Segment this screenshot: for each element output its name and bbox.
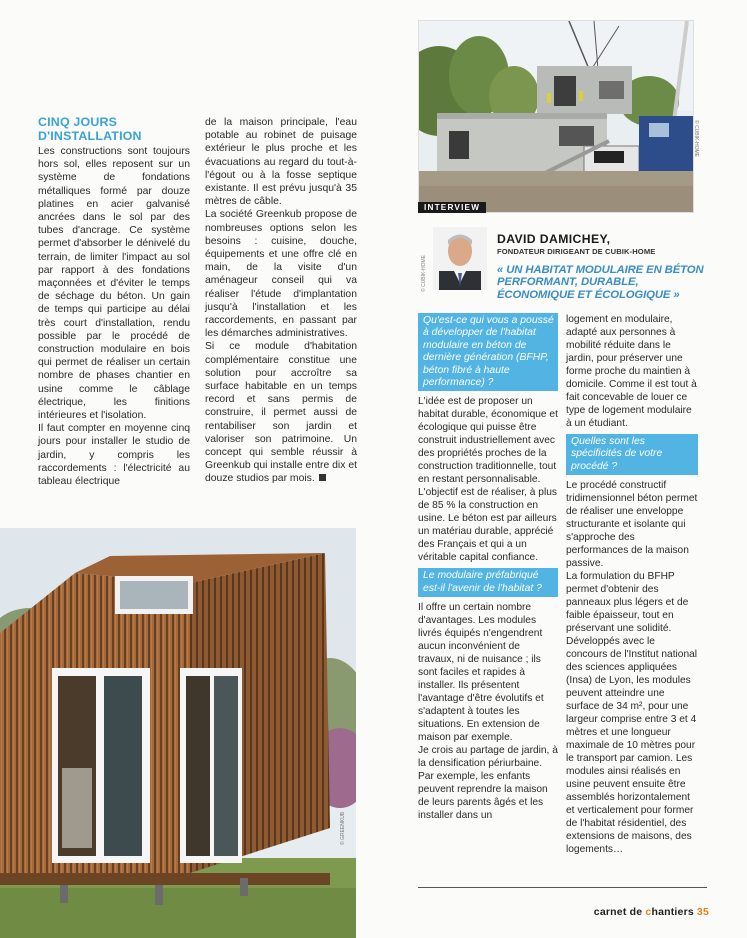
paragraph: de la maison principale, l'eau potable au robinet de puisage extérieur le plus proche et les évacuations au regard du tout-à-l'égout ou à la fosse septique existante. Il est prévu jusqu'à 35 mètres de câble. (205, 117, 357, 208)
paragraph (205, 340, 357, 485)
interviewee-role: FONDATEUR DIRIGEANT DE CUBIK-HOME (497, 247, 656, 256)
interview-answer: Le procédé constructif tridimensionnel béton permet de réaliser une enveloppe structurante et isolante qui s'approche des performances de la maison passive. (566, 480, 698, 570)
interview-answer: Développés avec le concours de l'Institut national des sciences appliquées (Insa) de Lyon, les modules peuvent atteindre une surface de 34 m², pour une largeur comprise entre 3 et 4 mètres et une longueur maximale de 10 mètres pour le transport par camion. Les modules ainsi réalisés en usine peuvent ensuite être assemblés horizontalement et verticalement pour former de l'habitat résidentiel, des extensions de maisons, des logements… (566, 636, 698, 856)
page-footer (594, 906, 709, 918)
page-number: 35 (696, 906, 709, 918)
paragraph: La société Greenkub propose de nombreuses options selon les besoins : cuisine, douche, équipements et une offre clé en main, de la visite d'un aménageur conseil qui va réaliser l'étude d'implantation jusqu'à l'installation et les raccordements, en passant par les démarches administratives. (205, 209, 357, 340)
section-title-line-1: CINQ JOURS (38, 115, 118, 129)
pull-quote: « UN HABITAT MODULAIRE EN BÉTON PERFORMANT, DURABLE, ÉCONOMIQUE ET ÉCOLOGIQUE » (497, 264, 704, 301)
magazine-name-end: hantiers (651, 906, 694, 918)
paragraph-text: Si ce module d'habitation complémentaire constitue une solution pour accroître sa surface habitable en un temps record et sans permis de construire, il permet aussi de rentabiliser son jardin et valoriser son patrimoine. Un concept qui semble réussir à Greenkub qui installe entre dix et douze studios par mois. (205, 341, 357, 485)
photo-credit: © CUBIK-HOME (421, 254, 427, 292)
section-title (38, 116, 190, 143)
portrait-photo (433, 227, 487, 290)
interview-answer: Je crois au partage de jardin, à la densification périurbaine. Par exemple, les enfants peuvent reprendre la maison de leurs parents âgés et les installer dans un (418, 745, 558, 822)
interview-answer: Il offre un certain nombre d'avantages. Les modules livrés équipés n'engendrent aucun inconvénient de travaux, ni de nuisance ; ils sont faciles et rapides à installer. Ils présentent l'avantage d'être évolutifs et s'adaptent à toutes les situations. En extension de maison par exemple. (418, 602, 544, 744)
interview-column-2 (566, 313, 698, 856)
photo-credit: © CUBIK-HOME (693, 120, 699, 158)
wooden-studio-photo (0, 528, 356, 938)
magazine-name-accent: c (645, 906, 652, 918)
interview-column-1 (418, 313, 558, 822)
footer-rule (418, 887, 707, 888)
interview-question: Quelles sont les spécificités de votre procédé ? (566, 434, 698, 475)
photo-credit: © GREENKUB (340, 811, 346, 845)
construction-site-photo (418, 20, 694, 213)
interviewee-name: DAVID DAMICHEY, (497, 232, 611, 246)
article-column-1 (38, 116, 190, 488)
interview-answer: logement en modulaire, adapté aux personnes à mobilité réduite dans le jardin, pour préserver une forme proche du maintien à domicile. Comme il est tout à fait concevable de louer ce type de logement modulaire à un étudiant. (566, 314, 697, 429)
interview-question: Le modulaire préfabriqué est-il l'avenir de l'habitat ? (418, 568, 558, 597)
interview-tag: INTERVIEW (418, 202, 486, 213)
article-column-2 (205, 116, 357, 486)
end-mark-icon (319, 474, 326, 481)
interview-answer: La formulation du BFHP permet d'obtenir des panneaux plus légers et de faible épaisseur, tout en préservant une solidité. (566, 571, 689, 635)
magazine-name: carnet de (593, 906, 646, 918)
interview-question: Qu'est-ce qui vous a poussé à développer de l'habitat modulaire en béton de dernière génération (BFHP, béton fibré à haute performance) ? (418, 313, 558, 391)
paragraph: Les constructions sont toujours hors sol, elles reposent sur un système de fondations métalliques formé par douze platines en acier galvanisé ancrées dans le sol par des tubes d'ancrage. Ce système permet d'absorber le dénivelé du terrain, de limiter l'impact au sol par rapport à des fondations maçonnées et d'éviter le temps de séchage du béton. Un gain de temps qui participe au délai très court d'installation, rendu possible par le procédé de construction modulaire en bois qui permet de réaliser un certain nombre de phases chantier en usine comme le câblage électrique, les finitions intérieures et l'isolation. (38, 146, 190, 422)
paragraph: Il faut compter en moyenne cinq jours pour installer le studio de jardin, y compris les raccordements : l'électricité au tableau électrique (38, 423, 190, 488)
interview-answer: L'idée est de proposer un habitat durable, économique et écologique qui puisse être construit industriellement avec des propriétés proches de la construction traditionnelle, tout en restant personnalisable. L'objectif est de réaliser, à plus de 85 % la construction en usine. Le béton est par ailleurs un matériau durable, apprécié des Français et qui a un véritable capital confiance. (418, 396, 558, 564)
section-title-line-2: D'INSTALLATION (38, 128, 142, 143)
